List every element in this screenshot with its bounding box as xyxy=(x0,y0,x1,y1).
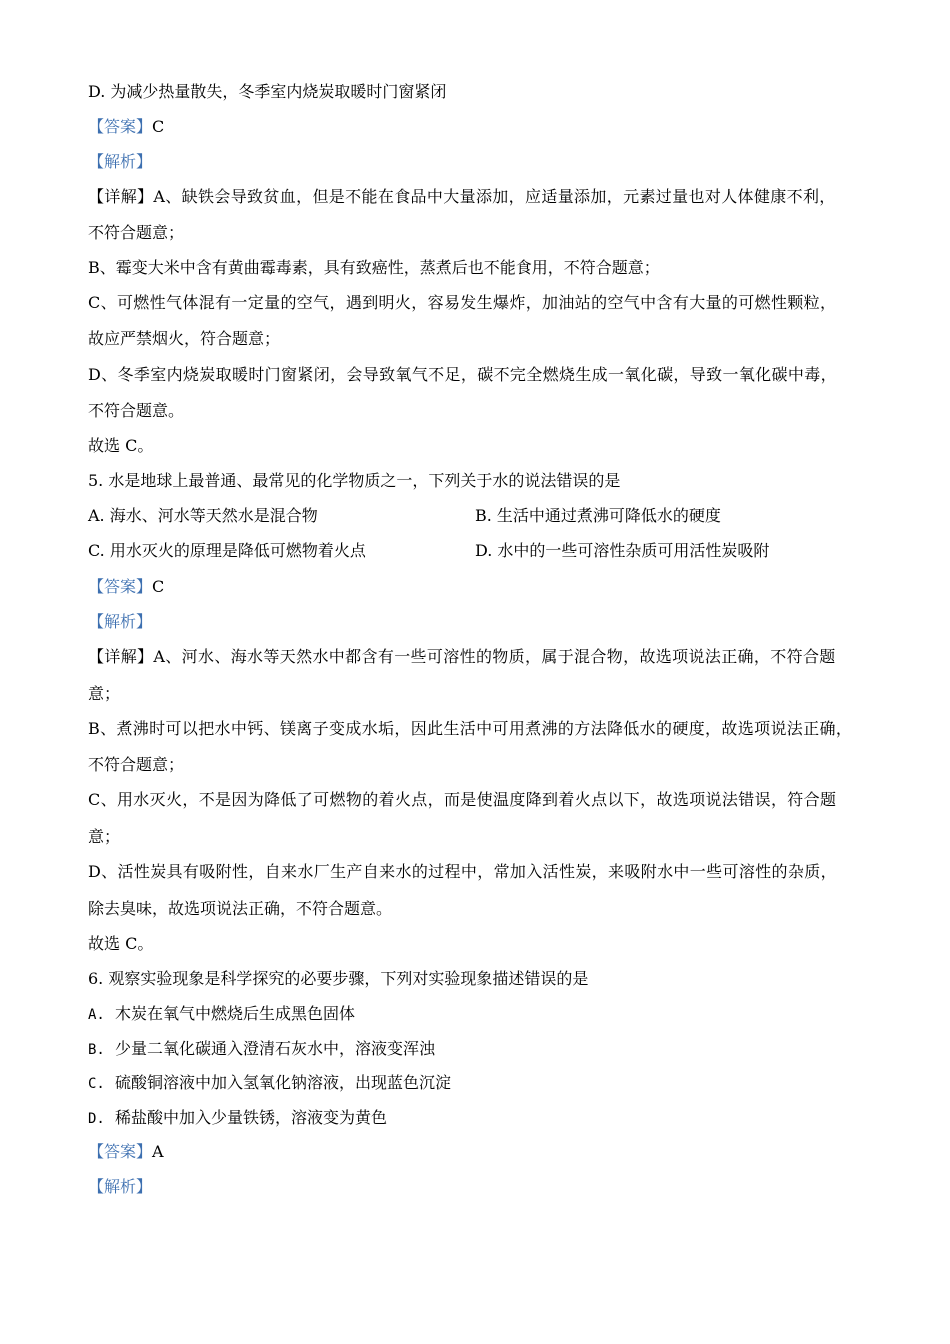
explanation-line: 不符合题意； xyxy=(88,223,185,242)
explanation-line: 故应严禁烟火，符合题意； xyxy=(88,329,281,348)
explanation-line: D、冬季室内烧炭取暖时门窗紧闭，会导致氧气不足，碳不完全燃烧生成一氧化碳，导致一氧化碳中毒， xyxy=(88,365,837,384)
question-6-stem: 6. 观察实验现象是科学探究的必要步骤，下列对实验现象描述错误的是 xyxy=(88,969,589,988)
question-5-stem: 5. 水是地球上最普通、最常见的化学物质之一，下列关于水的说法错误的是 xyxy=(88,471,621,490)
q5-answer-line xyxy=(88,576,164,598)
q6-option-c xyxy=(88,1072,451,1094)
answer-value: C xyxy=(152,117,165,136)
explanation-line: C、可燃性气体混有一定量的空气，遇到明火，容易发生爆炸，加油站的空气中含有大量的可燃性颗粒， xyxy=(88,293,837,312)
explanation-line: 【详解】A、缺铁会导致贫血，但是不能在食品中大量添加，应适量添加，元素过量也对人体健康不利， xyxy=(88,187,836,206)
option-text: 少量二氧化碳通入澄清石灰水中，溶液变浑浊 xyxy=(115,1039,436,1058)
q5-option-c: C. 用水灭火的原理是降低可燃物着火点 xyxy=(88,541,366,560)
q5-option-d: D. 水中的一些可溶性杂质可用活性炭吸附 xyxy=(475,541,770,560)
option-label: A. xyxy=(88,1007,105,1023)
q5-explanation-line: 【详解】A、河水、海水等天然水中都含有一些可溶性的物质，属于混合物，故选项说法正确，不符合题 xyxy=(88,647,836,666)
q5-explanation-line: 意； xyxy=(88,684,121,703)
answer-tag: 【答案】 xyxy=(88,577,153,596)
option-label: C. xyxy=(88,1076,105,1092)
q6-option-a xyxy=(88,1003,355,1025)
option-d-text: D. 为减少热量散失，冬季室内烧炭取暖时门窗紧闭 xyxy=(88,82,447,101)
q6-answer-line xyxy=(88,1141,164,1163)
option-text: 稀盐酸中加入少量铁锈，溶液变为黄色 xyxy=(115,1108,388,1127)
q5-explanation-line: B、煮沸时可以把水中钙、镁离子变成水垢，因此生活中可用煮沸的方法降低水的硬度，故选项说法正确， xyxy=(88,719,853,738)
q5-explanation-line: 不符合题意； xyxy=(88,755,185,774)
answer-tag: 【答案】 xyxy=(88,1142,153,1161)
analysis-tag: 【解析】 xyxy=(88,612,153,631)
q5-conclusion-line: 故选 C。 xyxy=(88,934,154,953)
answer-tag: 【答案】 xyxy=(88,117,153,136)
q5-explanation-line: D、活性炭具有吸附性，自来水厂生产自来水的过程中，常加入活性炭，来吸附水中一些可溶性的杂质， xyxy=(88,862,837,881)
option-text: 木炭在氧气中燃烧后生成黑色固体 xyxy=(115,1004,356,1023)
option-label: B. xyxy=(88,1042,105,1058)
q6-analysis-line xyxy=(88,1176,152,1198)
q5-explanation-line: C、用水灭火，不是因为降低了可燃物的着火点，而是使温度降到着火点以下，故选项说法错误，符合题 xyxy=(88,790,837,809)
explanation-line: 不符合题意。 xyxy=(88,401,185,420)
q5-option-b: B. 生活中通过煮沸可降低水的硬度 xyxy=(475,506,721,525)
q5-option-a: A. 海水、河水等天然水是混合物 xyxy=(88,506,318,525)
q5-explanation-line: 意； xyxy=(88,827,121,846)
conclusion-line: 故选 C。 xyxy=(88,436,154,455)
explanation-line: B、霉变大米中含有黄曲霉毒素，具有致癌性，蒸煮后也不能食用，不符合题意； xyxy=(88,258,660,277)
q5-explanation-line: 除去臭味，故选项说法正确，不符合题意。 xyxy=(88,899,393,918)
q5-analysis-line xyxy=(88,611,152,633)
option-label: D. xyxy=(88,1111,105,1127)
analysis-tag: 【解析】 xyxy=(88,1177,153,1196)
option-text: 硫酸铜溶液中加入氢氧化钠溶液，出现蓝色沉淀 xyxy=(115,1073,452,1092)
analysis-line xyxy=(88,151,152,173)
answer-line xyxy=(88,116,164,138)
q6-option-d xyxy=(88,1107,387,1129)
q6-option-b xyxy=(88,1038,435,1060)
analysis-tag: 【解析】 xyxy=(88,152,153,171)
answer-value: C xyxy=(152,577,165,596)
answer-value: A xyxy=(152,1142,164,1161)
